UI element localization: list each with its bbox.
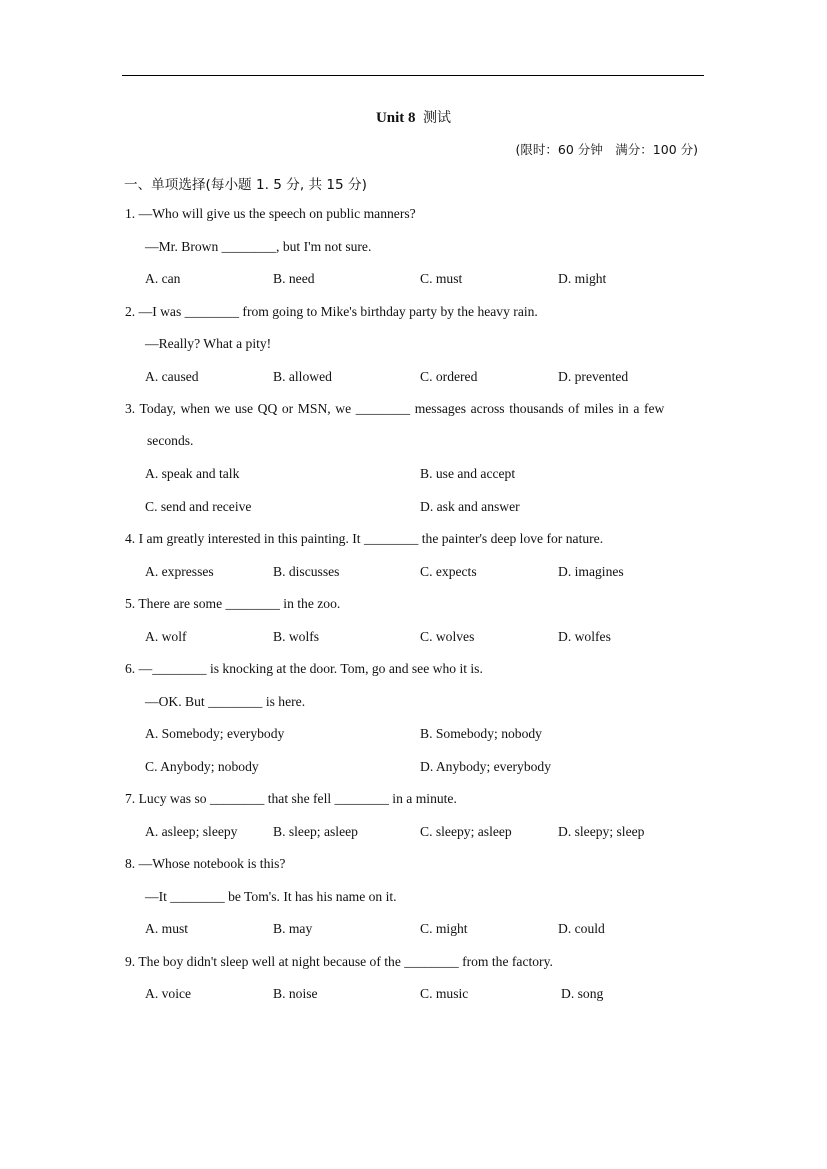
question-4-option-c: C. expects [420,564,477,579]
question-1-reply: —Mr. Brown ________, but I'm not sure. [145,239,372,254]
question-8-option-c: C. might [420,921,468,936]
question-1-option-b: B. need [273,271,315,286]
question-6-stem: 6. —________ is knocking at the door. Tom, go and see who it is. [125,661,483,676]
question-2-option-c: C. ordered [420,369,478,384]
question-8-option-a: A. must [145,921,189,936]
header-rule [122,75,704,76]
question-3-option-c: C. send and receive [145,499,252,514]
question-6-option-c: C. Anybody; nobody [145,759,259,774]
question-8-option-d: D. could [558,921,605,936]
question-5-option-d: D. wolfes [558,629,611,644]
question-6-option-b: B. Somebody; nobody [420,726,542,741]
question-2-reply: —Really? What a pity! [145,336,272,351]
question-7-option-b: B. sleep; asleep [273,824,358,839]
question-4-stem: 4. I am greatly interested in this painting. It ________ the painter's deep love for nature. [125,531,604,546]
question-8-reply: —It ________ be Tom's. It has his name on it. [145,889,397,904]
question-7-option-d: D. sleepy; sleep [558,824,645,839]
question-4-option-a: A. expresses [145,564,214,579]
question-1-option-c: C. must [420,271,463,286]
question-3-option-a: A. speak and talk [145,466,240,481]
section-heading: 一、单项选择(每小题 1. 5 分, 共 15 分) [124,177,367,193]
question-9-option-a: A. voice [145,986,192,1001]
page-title [0,107,827,127]
question-4-option-b: B. discusses [273,564,340,579]
question-2-option-a: A. caused [145,369,199,384]
question-7-option-c: C. sleepy; asleep [420,824,512,839]
question-5-option-a: A. wolf [145,629,187,644]
question-9-option-d: D. song [561,986,604,1001]
question-8-stem: 8. —Whose notebook is this? [125,856,286,871]
question-3-stem-continued: seconds. [147,433,194,448]
question-3-option-b: B. use and accept [420,466,516,481]
question-1-option-a: A. can [145,271,181,286]
question-1-option-d: D. might [558,271,607,286]
question-5-option-c: C. wolves [420,629,475,644]
time-score-limit: (限时：60 分钟 满分：100 分) [515,142,698,157]
question-9-option-c: C. music [420,986,469,1001]
question-7-stem: 7. Lucy was so ________ that she fell ________ in a minute. [125,791,457,806]
question-3-stem: 3. Today, when we use QQ or MSN, we ________ messages across thousands of miles in a few [125,401,665,416]
question-8-option-b: B. may [273,921,313,936]
question-9-option-b: B. noise [273,986,318,1001]
question-1-stem: 1. —Who will give us the speech on public manners? [125,206,416,221]
question-6-reply: —OK. But ________ is here. [145,694,306,709]
question-9-stem: 9. The boy didn't sleep well at night because of the ________ from the factory. [125,954,553,969]
question-4-option-d: D. imagines [558,564,624,579]
question-2-option-d: D. prevented [558,369,629,384]
question-3-option-d: D. ask and answer [420,499,520,514]
title-unit: Unit 8 [375,110,416,126]
question-5-stem: 5. There are some ________ in the zoo. [125,596,341,611]
question-7-option-a: A. asleep; sleepy [145,824,238,839]
question-6-option-d: D. Anybody; everybody [420,759,552,774]
question-2-stem: 2. —I was ________ from going to Mike's birthday party by the heavy rain. [125,304,538,319]
question-6-option-a: A. Somebody; everybody [145,726,285,741]
question-5-option-b: B. wolfs [273,629,320,644]
title-test: 测试 [423,110,452,126]
question-2-option-b: B. allowed [273,369,332,384]
